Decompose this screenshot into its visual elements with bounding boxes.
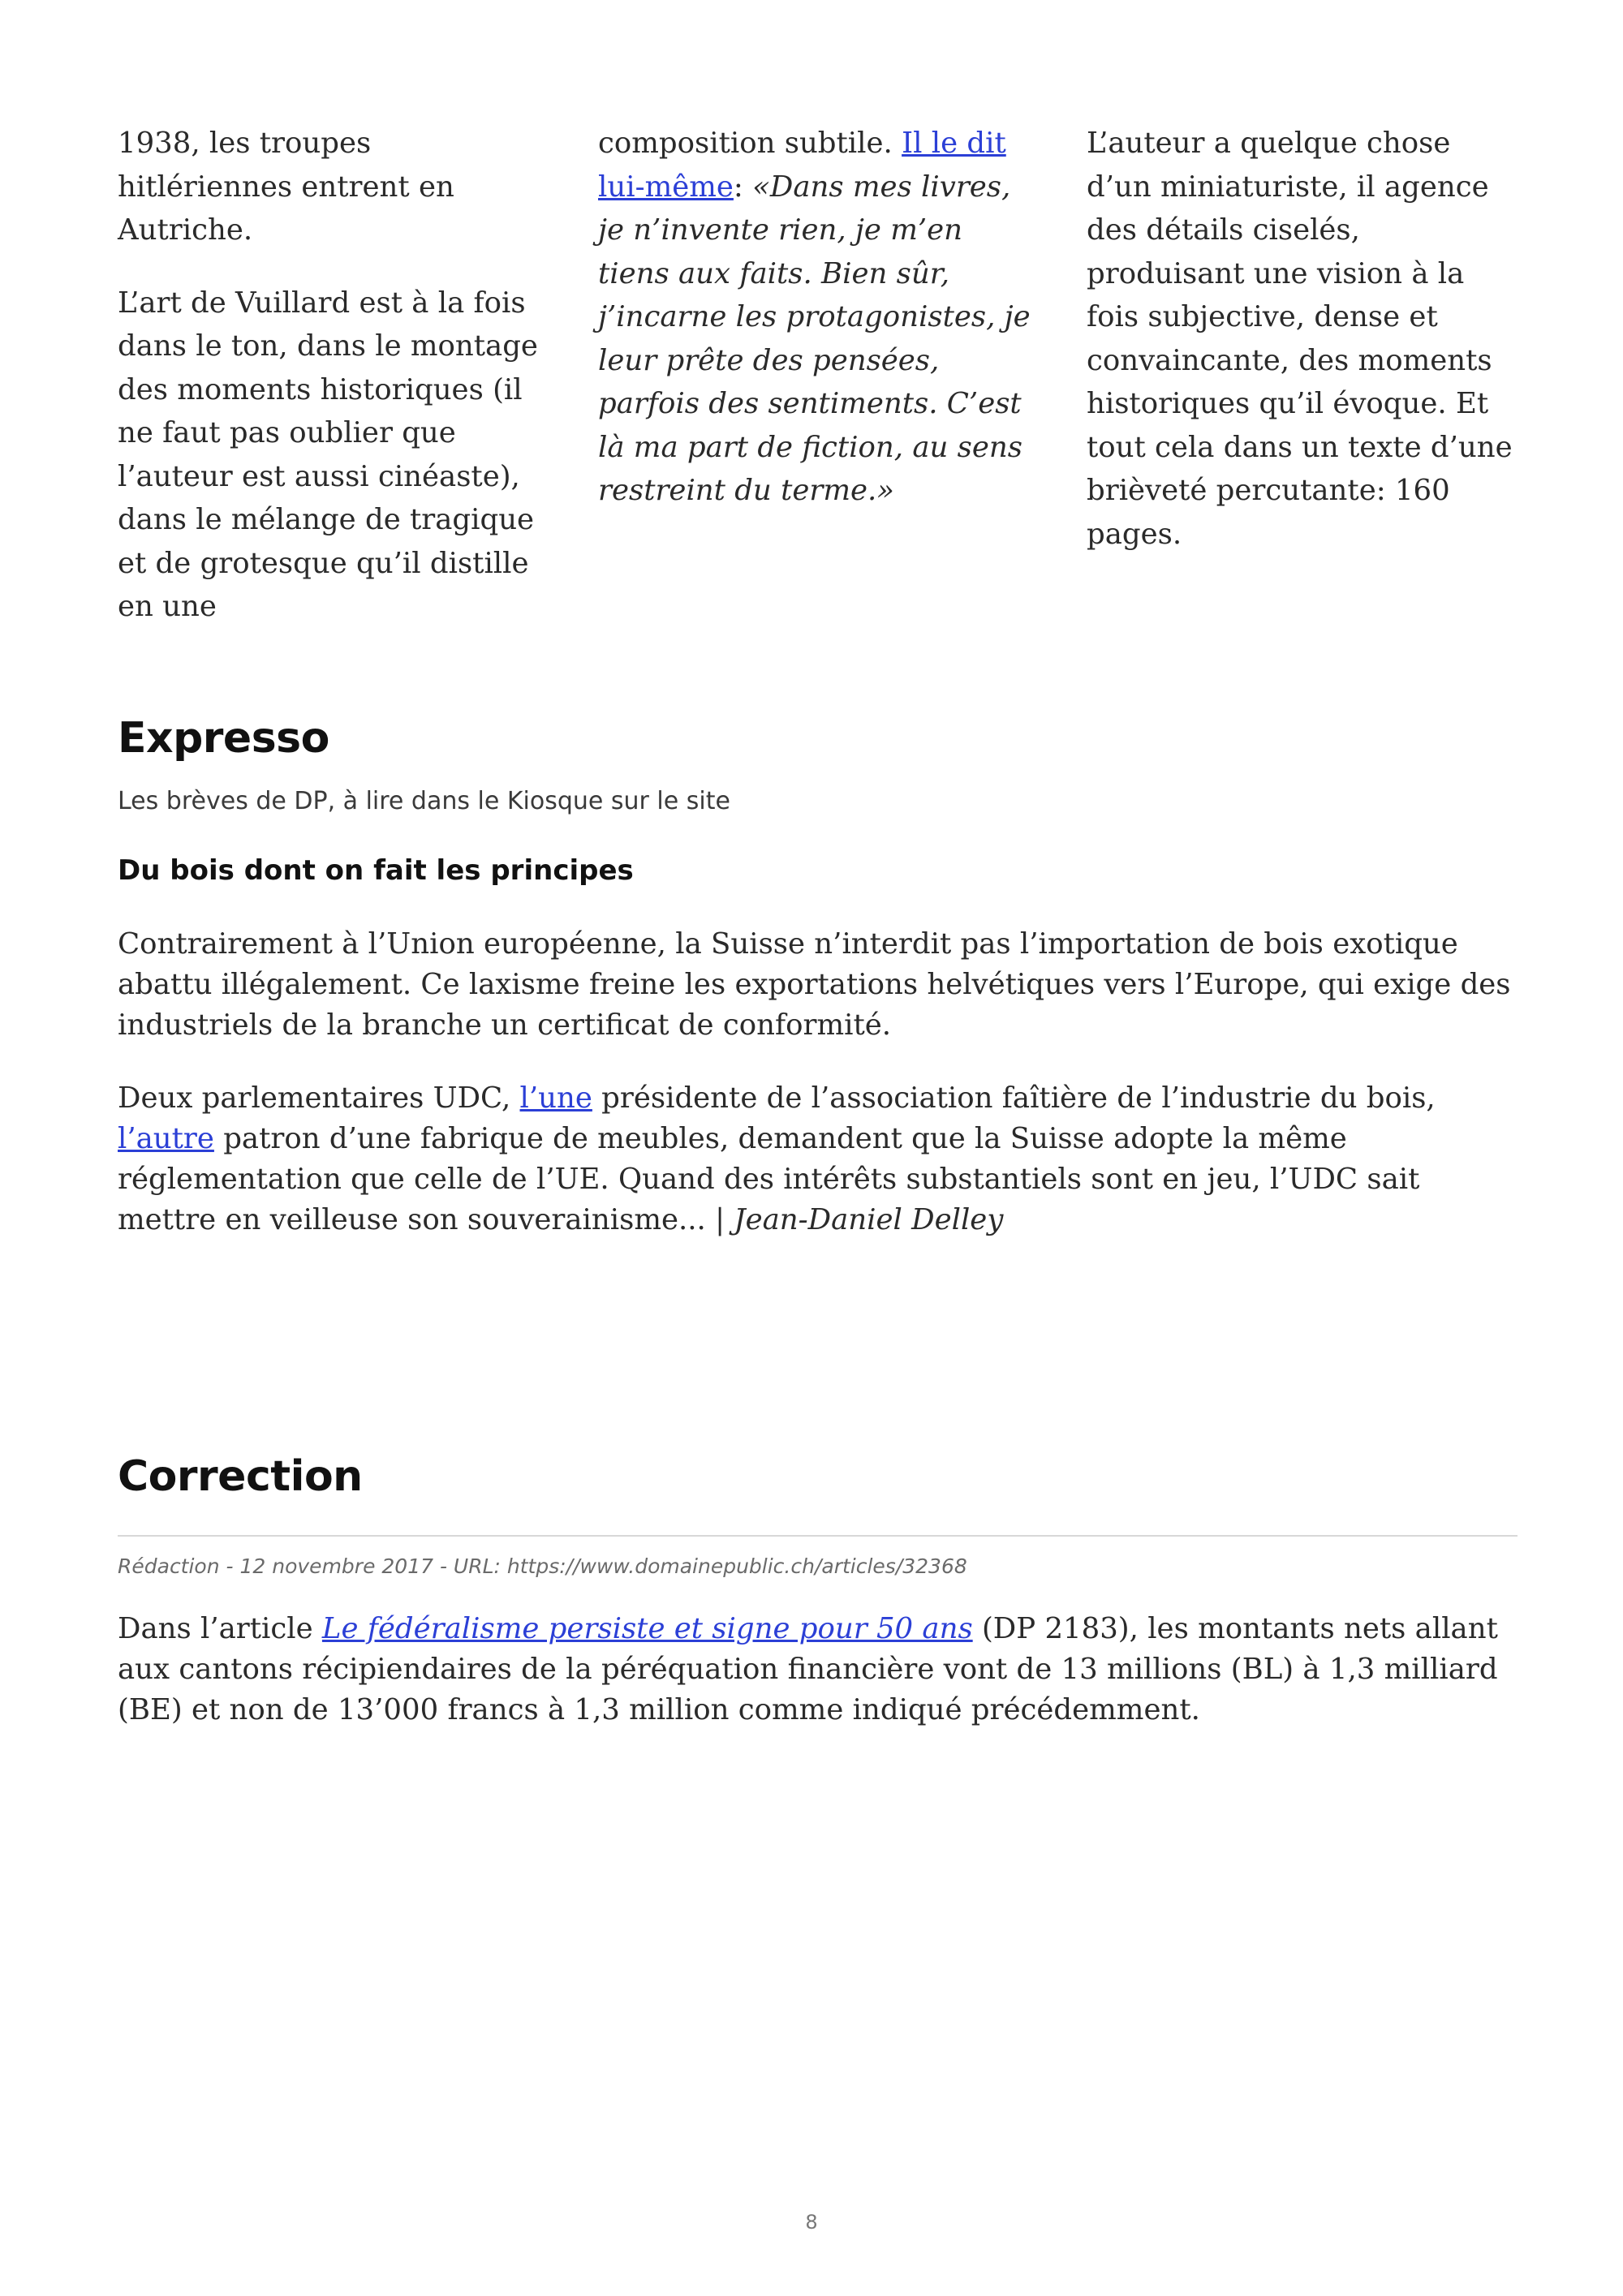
lune-link[interactable]: l’une: [519, 1081, 592, 1115]
brief-p2-end: patron d’une fabrique de meubles, demandent que la Suisse adopte la même réglementation que celle de l’UE. Quand des intérêts substantiels sont en jeu, l’UDC sait mettre en veilleuse son souverainisme... |: [118, 1122, 1420, 1236]
brief-p2-mid: présidente de l’association faîtière de l’industrie du bois,: [592, 1081, 1436, 1115]
il-le-dit-link[interactable]: Il le dit lui-même: [598, 127, 1006, 204]
article-meta: Rédaction - 12 novembre 2017 - URL: https://www.domainepublic.ch/articles/32368: [118, 1554, 967, 1578]
correction-p-end: (DP 2183), les montants nets allant aux cantons récipiendaires de la péréquation financière vont de 13 millions (BL) à 1,3 milliard (BE) et non de 13’000 francs à 1,3 million comme indiqué précédemment.: [118, 1612, 1498, 1726]
article-columns: [118, 122, 1518, 658]
column-1: [118, 122, 548, 658]
page-number: 8: [805, 2211, 818, 2234]
column-2: [598, 122, 1036, 658]
column-1-paragraph-2: L’art de Vuillard est à la fois dans le ton, dans le montage des moments historiques (il ne faut pas oublier que l’auteur est aussi cinéaste), dans le mélange de tragique et de grotesque qu’il distille en une: [118, 286, 538, 623]
column-1-paragraph-1: 1938, les troupes hitlériennes entrent en Autriche.: [118, 127, 454, 247]
brief-paragraph-2: [118, 1078, 1518, 1240]
correction-p-start: Dans l’article: [118, 1612, 322, 1645]
section-title-correction: Correction: [118, 1452, 363, 1501]
column-3-paragraph: L’auteur a quelque chose d’un miniaturiste, il agence des détails ciselés, produisant une vision à la fois subjective, dense et convaincante, des moments historiques qu’il évoque. Et tout cela dans un texte d’une brièveté percutante: 160 pages.: [1087, 127, 1513, 551]
section-title-expresso: Expresso: [118, 714, 329, 763]
section-divider: [118, 1535, 1518, 1537]
brief-p2-start: Deux parlementaires UDC,: [118, 1081, 520, 1115]
column-2-paragraph: [598, 122, 1036, 513]
expresso-subtitle: Les brèves de DP, à lire dans le Kiosque sur le site: [118, 787, 730, 815]
correction-paragraph: [118, 1609, 1518, 1731]
column-2-lead: composition subtile.: [598, 127, 902, 160]
brief-author: Jean-Daniel Delley: [734, 1203, 1004, 1236]
column-2-colon: :: [733, 170, 753, 204]
brief-title: Du bois dont on fait les principes: [118, 854, 634, 887]
federalisme-article-link[interactable]: Le fédéralisme persiste et signe pour 50 ans: [321, 1612, 973, 1645]
brief-paragraph-1: Contrairement à l’Union européenne, la Suisse n’interdit pas l’importation de bois exotique abattu illégalement. Ce laxisme freine les exportations helvétiques vers l’Europe, qui exige des industriels de la branche un certificat de conformité.: [118, 927, 1511, 1042]
correction-section: [118, 1452, 1518, 1731]
author-quote: «Dans mes livres, je n’invente rien, je m’en tiens aux faits. Bien sûr, j’incarne les protagonistes, je leur prête des pensées, parfois des sentiments. C’est là ma part de fiction, au sens restreint du terme.»: [598, 170, 1031, 507]
lautre-link[interactable]: l’autre: [118, 1122, 214, 1155]
column-3: [1087, 122, 1517, 658]
expresso-section: [118, 714, 1518, 1240]
